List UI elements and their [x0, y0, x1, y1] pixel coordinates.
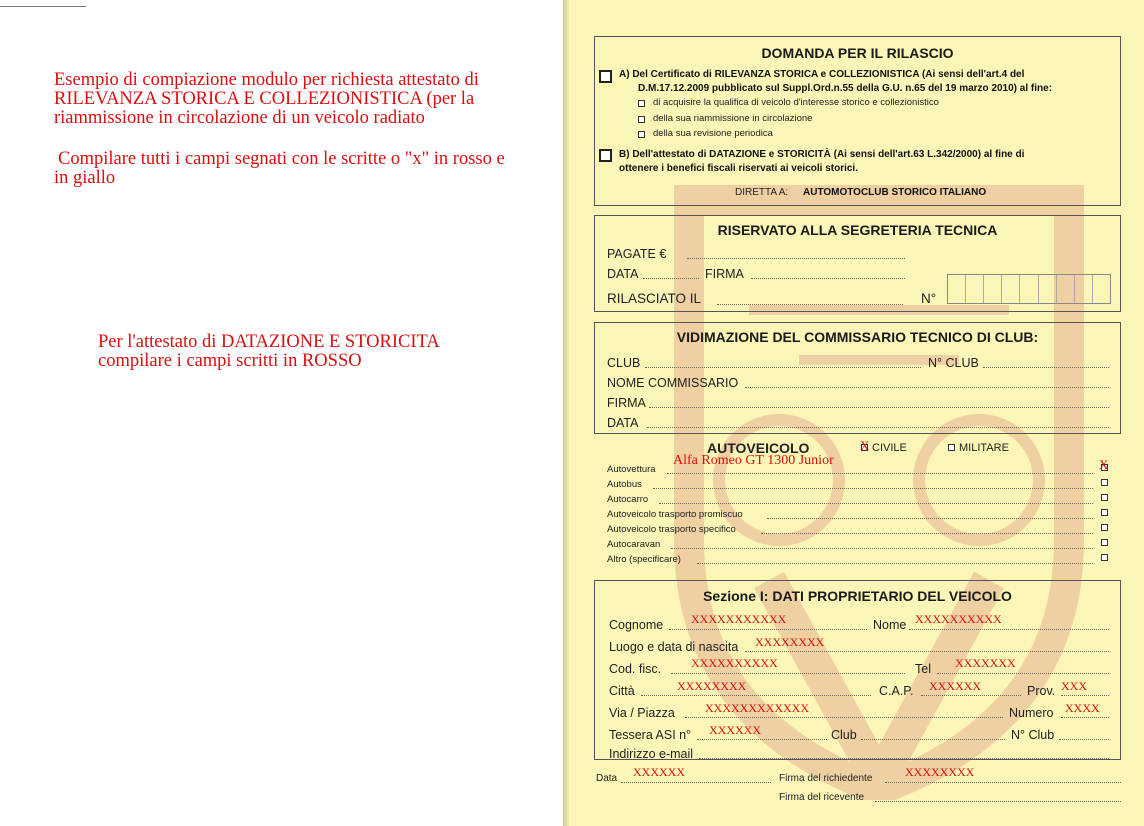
nome-value: XXXXXXXXXX: [915, 612, 1002, 626]
luogo-value: XXXXXXXX: [755, 635, 825, 649]
citta-value: XXXXXXXX: [677, 679, 747, 693]
cognome-value: XXXXXXXXXXX: [691, 612, 787, 626]
firma-richiedente-value: XXXXXXXX: [905, 765, 975, 779]
email-field[interactable]: [699, 758, 1109, 759]
vehicle-type-label: Autocarro: [607, 494, 649, 505]
cap-field[interactable]: [921, 695, 1021, 696]
vehicle-type-label: Autobus: [607, 479, 642, 490]
suboption-label: di acquisire la qualifica di veicolo d'interesse storico e collezionistico: [653, 97, 939, 108]
tessera-field[interactable]: [697, 739, 827, 740]
footer-data-field[interactable]: [621, 782, 771, 783]
n-club-label: N° Club: [1011, 728, 1055, 742]
suboption-label: della sua revisione periodica: [653, 128, 773, 139]
vehicle-type-dots: [767, 518, 1093, 519]
nome-field[interactable]: [909, 629, 1109, 630]
vehicle-type-label: Autocaravan: [607, 539, 661, 550]
tel-field[interactable]: [937, 673, 1109, 674]
segreteria-box: [594, 215, 1121, 312]
numero-label: Numero: [1009, 706, 1054, 720]
codfisc-value: XXXXXXXXXX: [691, 656, 778, 670]
suboption-checkbox[interactable]: [638, 131, 645, 138]
firma-ricevente-label: Firma del ricevente: [779, 792, 865, 803]
segreteria-title: RISERVATO ALLA SEGRETERIA TECNICA: [717, 222, 998, 238]
option-b-text-line2: ottenere i benefici fiscali riservati ai veicoli storici.: [619, 163, 858, 174]
prov-label: Prov.: [1027, 684, 1056, 698]
via-field[interactable]: [685, 717, 1003, 718]
option-a-text-line1: A) Del Certificato di RILEVANZA STORICA e COLLEZIONISTICA (Ai sensi dell'art.4 del: [619, 69, 1025, 80]
civile-check-mark: X: [860, 438, 870, 453]
firma-ricevente-field[interactable]: [875, 801, 1121, 802]
vehicle-type-check-mark: X: [1099, 457, 1109, 472]
data-field[interactable]: [643, 278, 699, 279]
vehicle-type-label: Altro (specificare): [607, 554, 681, 565]
n-club-label: N° CLUB: [928, 356, 979, 370]
note-line: Per l'attestato di DATAZIONE E STORICITA: [98, 332, 440, 352]
domanda-title: DOMANDA PER IL RILASCIO: [761, 45, 954, 61]
form-page: [563, 0, 1144, 826]
numero-label: N°: [921, 291, 937, 306]
footer-data-value: XXXXXX: [633, 765, 685, 779]
option-b-checkbox[interactable]: [599, 149, 612, 162]
n-club-field[interactable]: [983, 367, 1109, 368]
nome-commissario-label: NOME COMMISSARIO: [607, 376, 739, 390]
diretta-label: DIRETTA A:: [735, 187, 789, 198]
data-label: DATA: [607, 267, 639, 281]
instruction-note-3: [98, 333, 440, 371]
suboption-checkbox[interactable]: [638, 116, 645, 123]
note-line: Esempio di compiazione modulo per richiesta attestato di: [54, 70, 479, 90]
nome-commissario-field[interactable]: [745, 387, 1109, 388]
vehicle-type-checkbox[interactable]: [1101, 539, 1108, 546]
vehicle-type-dots: [671, 548, 1093, 549]
page-edge-line: [0, 6, 86, 7]
via-label: Via / Piazza: [609, 706, 675, 720]
vehicle-type-checkbox[interactable]: [1101, 509, 1108, 516]
firma-richiedente-label: Firma del richiedente: [779, 773, 873, 784]
club-label: CLUB: [607, 356, 641, 370]
prov-value: XXX: [1061, 679, 1087, 693]
firma-field[interactable]: [649, 407, 1109, 408]
email-label: Indirizzo e-mail: [609, 747, 694, 761]
vehicle-type-dots: [667, 473, 1093, 474]
instruction-note-1: [54, 71, 479, 128]
militare-checkbox[interactable]: [948, 444, 955, 451]
club-label: Club: [831, 728, 857, 742]
club-field[interactable]: [861, 739, 1005, 740]
vehicle-type-checkbox[interactable]: [1101, 554, 1108, 561]
numero-value: XXXX: [1065, 701, 1100, 715]
via-value: XXXXXXXXXXXX: [705, 701, 809, 715]
suboption-checkbox[interactable]: [638, 100, 645, 107]
pagate-label: PAGATE €: [607, 247, 667, 261]
page-spine: [563, 0, 569, 826]
vehicle-type-label: Autoveicolo trasporto specifico: [607, 524, 736, 535]
cognome-label: Cognome: [609, 618, 664, 632]
civile-label: CIVILE: [872, 442, 907, 454]
cap-label: C.A.P.: [879, 684, 914, 698]
firma-label: FIRMA: [705, 267, 744, 281]
note-line: riammissione in circolazione di un veicolo radiato: [54, 108, 425, 128]
instruction-note-2: [54, 149, 505, 188]
vehicle-type-dots: [761, 533, 1093, 534]
firma-label: FIRMA: [607, 396, 646, 410]
left-page: [0, 0, 560, 826]
note-line: compilare i campi scritti in ROSSO: [98, 351, 362, 371]
sezione1-title: Sezione I: DATI PROPRIETARIO DEL VEICOLO: [703, 588, 1012, 604]
cap-value: XXXXXX: [929, 679, 981, 693]
n-club-field[interactable]: [1059, 739, 1109, 740]
citta-field[interactable]: [641, 695, 871, 696]
vehicle-type-dots: [697, 563, 1093, 564]
tessera-label: Tessera ASI n°: [609, 728, 692, 742]
note-line: Compilare tutti i campi segnati con le scritte o "x" in rosso e: [58, 149, 505, 169]
option-a-text-line2: D.M.17.12.2009 pubblicato sul Suppl.Ord.n.55 della G.U. n.65 del 19 marzo 2010) al fine:: [638, 83, 1053, 94]
tessera-value: XXXXXX: [709, 723, 761, 737]
rilasciato-label: RILASCIATO IL: [607, 291, 702, 306]
vehicle-type-label: Autovettura: [607, 464, 656, 475]
codfisc-field[interactable]: [671, 673, 905, 674]
luogo-label: Luogo e data di nascita: [609, 640, 739, 654]
vehicle-type-label: Autoveicolo trasporto promiscuo: [607, 509, 743, 520]
firma-field[interactable]: [751, 278, 905, 279]
numero-grid-field[interactable]: [947, 274, 1111, 304]
domanda-box: [594, 36, 1121, 206]
nome-label: Nome: [873, 618, 907, 632]
tel-label: Tel: [915, 662, 931, 676]
vehicle-type-dots: [653, 488, 1093, 489]
firma-richiedente-field[interactable]: [885, 782, 1121, 783]
vehicle-type-checkbox[interactable]: [1101, 494, 1108, 501]
footer-data-label: Data: [596, 773, 618, 784]
pagate-field[interactable]: [687, 258, 905, 259]
cognome-field[interactable]: [669, 629, 867, 630]
vehicle-type-dots: [659, 503, 1093, 504]
luogo-field[interactable]: [745, 651, 1109, 652]
option-b-text-line1: B) Dell'attestato di DATAZIONE e STORICITÀ (Ai sensi dell'art.63 L.342/2000) al fine di: [619, 149, 1025, 160]
suboption-label: della sua riammissione in circolazione: [653, 113, 813, 124]
club-field[interactable]: [645, 367, 921, 368]
vehicle-type-checkbox[interactable]: [1101, 479, 1108, 486]
sezione1-box: [594, 580, 1121, 760]
data-label: DATA: [607, 416, 639, 430]
militare-label: MILITARE: [959, 442, 1009, 454]
autoveicolo-title: AUTOVEICOLO: [707, 440, 810, 456]
note-line: in giallo: [54, 168, 116, 188]
rilasciato-field[interactable]: [717, 304, 903, 305]
vidimazione-box: [594, 322, 1121, 434]
prov-field[interactable]: [1061, 695, 1109, 696]
tel-value: XXXXXXX: [955, 656, 1016, 670]
note-line: RILEVANZA STORICA E COLLEZIONISTICA (per la: [54, 89, 475, 109]
citta-label: Città: [609, 684, 635, 698]
vidimazione-title: VIDIMAZIONE DEL COMMISSARIO TECNICO DI CLUB:: [676, 329, 1039, 345]
data-field[interactable]: [647, 427, 1109, 428]
diretta-value: AUTOMOTOCLUB STORICO ITALIANO: [803, 187, 987, 198]
vehicle-model-value: Alfa Romeo GT 1300 Junior: [673, 453, 834, 468]
option-a-checkbox[interactable]: [599, 70, 612, 83]
numero-field[interactable]: [1061, 717, 1109, 718]
vehicle-type-checkbox[interactable]: [1101, 524, 1108, 531]
codfisc-label: Cod. fisc.: [609, 662, 662, 676]
